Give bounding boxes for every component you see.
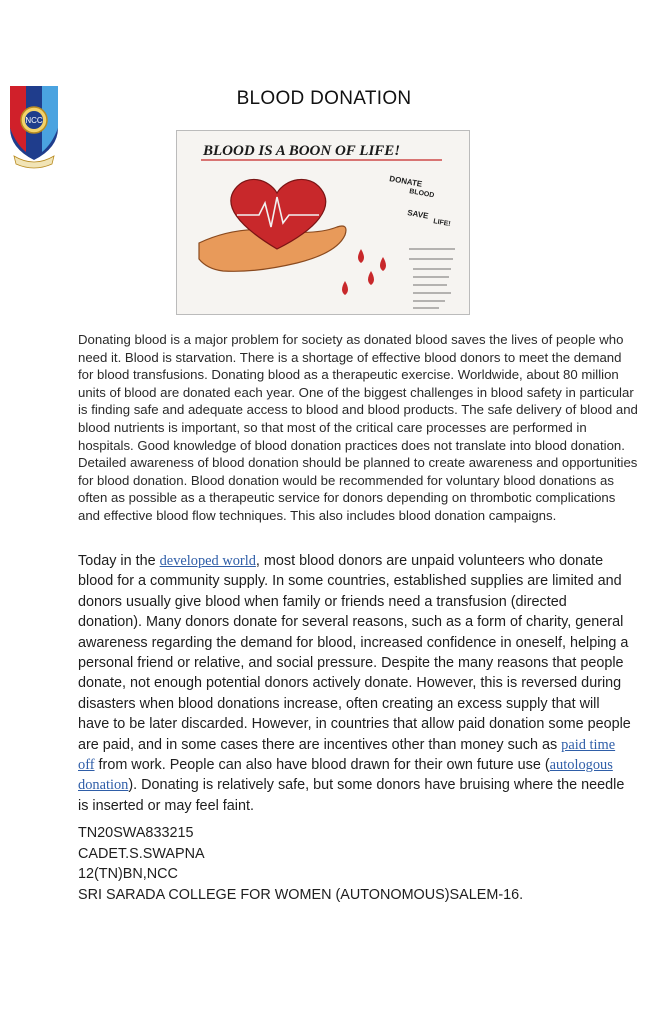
paragraph-1-text: Donating blood is a major problem for society as donated blood saves the lives of people who need it. Blood is starvation. There is a shortage of effective blood donors to meet the demand for blood transfusions. Donating blood as a therapeutic exercise. Worldwide, about 80 million units of blood are donated each year. One of the biggest challenges in blood safety in particular is finding safe and adequate access to blood and blood products. The safe delivery of blood and blood nutrients is important, so that most of the critical care processes are performed in hospitals. Good knowledge of blood donation practices does not translate into blood donation. Detailed awareness of blood donation should be planned to create awareness and opportunities for blood donation. Blood donation would be recommended for voluntary blood donations as often as possible as a therapeutic service for donors depending on thrombotic complications and effective blood flow techniques. This also includes blood donation campaigns. (78, 332, 638, 523)
poster-slogan-2: BLOOD (408, 188, 435, 200)
paragraph-2-text-2: , most blood donors are unpaid volunteers who donate blood for a community supply. In some countries, established supplies are limited and donors usually give blood when family or friends need a transfusion (directed donation). Many donors donate for several reasons, such as a form of charity, general awareness regarding the demand for blood, increased confidence in oneself, helping a personal friend or relative, and social pressure. Despite the many reasons that people donate, not enough potential donors actively donate. However, this is reversed during disasters when blood donations increase, often creating an excess supply that will have to be later discarded. However, in countries that allow paid donation some people are paid, and in some cases there are incentives other than money such as (78, 553, 631, 753)
body-paragraph-1 (78, 331, 638, 525)
poster-image (176, 130, 470, 315)
page-title: BLOOD DONATION (236, 88, 412, 109)
logo-text: NCC (25, 116, 43, 125)
cadet-id: TN20SWA833215 (78, 825, 194, 841)
author-signature-block (78, 823, 523, 905)
autologous-donation-link[interactable]: autologous donation (78, 757, 613, 794)
paragraph-2-text-4: ). Donating is relatively safe, but some donors have bruising where the needle is inserted or may feel faint. (78, 777, 625, 814)
body-paragraph-2 (78, 551, 634, 816)
poster-slogan-3: SAVE (406, 208, 430, 221)
college-name: SRI SARADA COLLEGE FOR WOMEN (AUTONOMOUS)SALEM-16. (78, 886, 524, 903)
developed-world-link[interactable]: developed world (159, 553, 256, 569)
poster-slogan-1: DONATE (388, 174, 423, 189)
battalion: 12(TN)BN,NCC (78, 866, 178, 883)
poster-slogan-4: LIFE! (432, 218, 452, 229)
poster-heading: BLOOD IS A BOON OF LIFE! (203, 143, 401, 159)
cadet-name: CADET.S.SWAPNA (78, 845, 205, 862)
paid-time-off-link[interactable]: paid time off (78, 736, 616, 774)
paragraph-2-text-1: Today in the (78, 553, 160, 569)
paragraph-2-text-3: from work. People can also have blood drawn for their own future use ( (94, 757, 550, 774)
